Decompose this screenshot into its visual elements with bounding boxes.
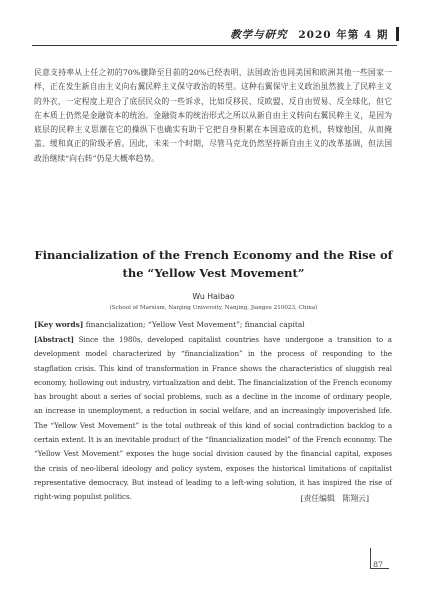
chinese-body-paragraph: 民意支持率从上任之初的70%骤降至目前的20%已经表明，法国政治也同美国和欧洲其他一些国家一样，正在发生新自由主义向右翼民粹主义保守政治的转型。这种右翼保守主义政治虽然披上了民粹主义的外衣，一定程度上迎合了底层民众的一些诉求，比如反移民、反欧盟、反自由贸易、反全球化，但它在本质上仍然是金融资本的统治。金融资本的统治形式之所以从新自由主义转向右翼民粹主义，是因为底层的民粹主义思潮在它的操纵下也确实有助于它把自身积累在本国造成的危机，转嫁他国，从而掩盖、缓和真正的阶级矛盾。因此，未来一个时期，尽管马克龙仍然坚持新自由主义的改革基调，但法国政治继续“向右转”仍是大概率趋势。 [34, 68, 392, 163]
title-line-2: the “Yellow Vest Movement” [122, 266, 305, 280]
journal-header [230, 27, 399, 42]
page-number: 87 [373, 560, 383, 569]
header-divider [32, 45, 397, 46]
issue-label: 2020 年第 4 期 [298, 29, 389, 41]
keywords-text: financialization; “Yellow Vest Movement”; financial capital [85, 320, 305, 329]
abstract-label: [Abstract] [34, 335, 74, 344]
keywords-section [34, 318, 394, 332]
header-bar-mark [396, 27, 399, 41]
author-affiliation: (School of Marxism, Nanjing University, Nanjing, Jiangsu 210023, China) [109, 305, 318, 311]
keywords-label: [Key words] [34, 320, 84, 329]
title-line-1: Financialization of the French Economy and the Rise of [34, 248, 393, 262]
abstract-section [34, 333, 392, 505]
abstract-text: Since the 1980s, developed capitalist countries have undergone a transition to a development model characterized by “financialization” in the process of responding to the stagflation crisis. This kind of transformation in France shows the characteristics of sluggish real economy, hollowing out industry, virtualization and debt. The financialization of the French economy has brought about a series of social problems, such as a decline in the income of ordinary people, an increase in unemployment, a reduction in social welfare, and an increasingly impoverished life. The “Yellow Vest Movement” is the total outbreak of this kind of social contradiction backlog to a certain extent. It is an inevitable product of the “financialization model” of the French economy. The “Yellow Vest Movement” exposes the huge social division caused by the financial capital, exposes the crisis of neo-liberal ideology and policy system, exposes the historical limitations of capitalist representative democracy. But instead of leading to a left-wing solution, it has inspired the rise of right-wing populist politics. [34, 335, 392, 502]
journal-name: 教学与研究 [230, 29, 288, 41]
author-name: Wu Haibao [192, 292, 235, 301]
article-title [20, 246, 407, 282]
responsible-editor: [责任编辑 陈翔云] [300, 494, 369, 503]
